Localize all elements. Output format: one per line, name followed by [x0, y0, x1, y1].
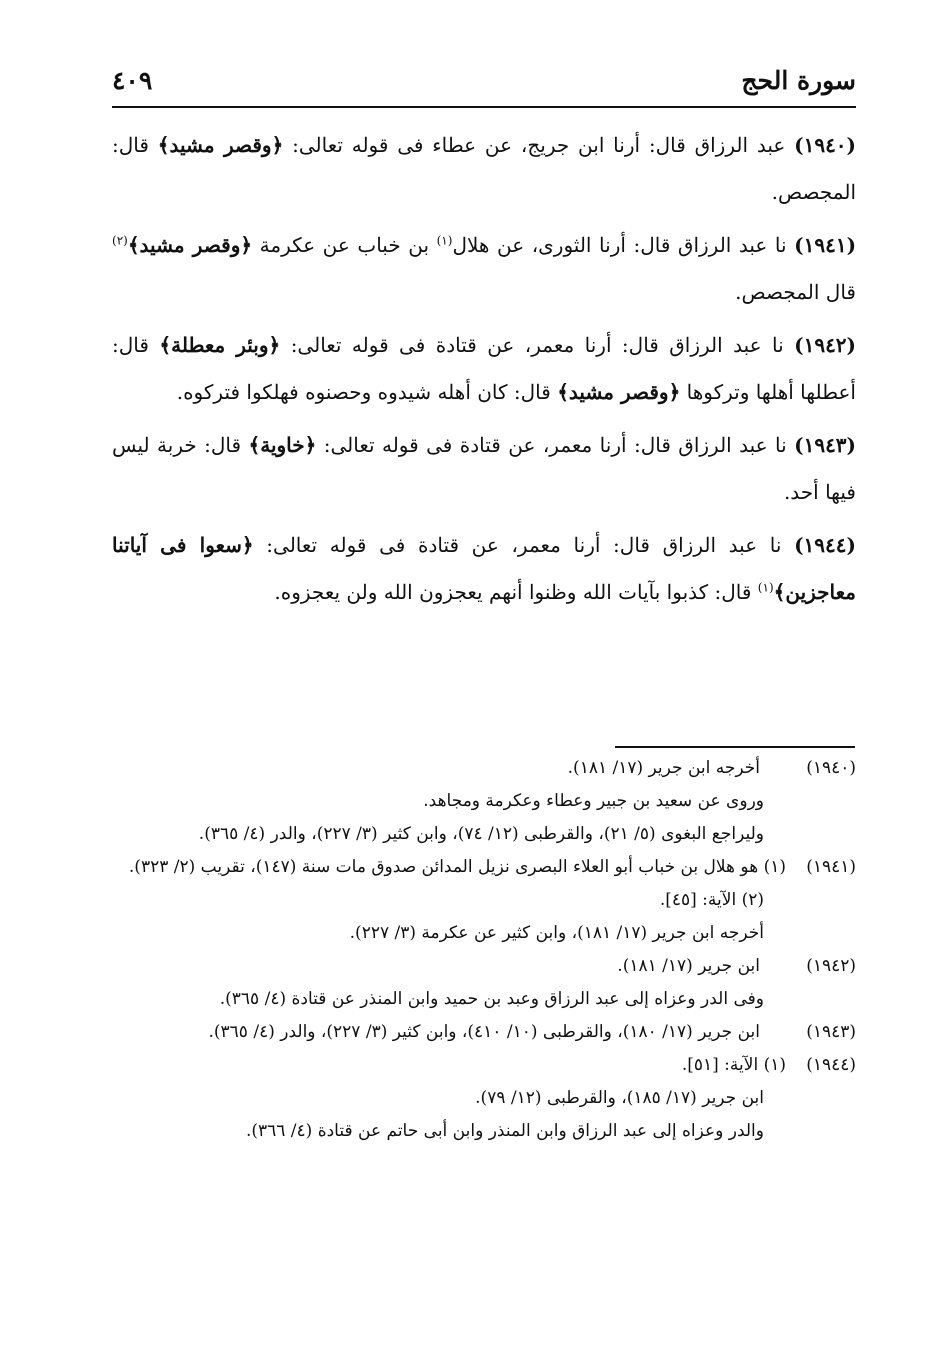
running-header: [112, 66, 856, 102]
footnote-line: أخرجه ابن جرير (١٧/ ١٨١).: [567, 758, 760, 778]
page-number: ٤٠٩: [112, 66, 153, 95]
footnotes: [112, 752, 856, 1148]
entry-text: نا عبد الرزاق قال: أرنا معمر، عن قتادة فى قوله تعالى:: [290, 333, 784, 357]
footnote-line: (١) هو هلال بن خباب أبو العلاء البصرى نزيل المدائن صدوق مات سنة (١٤٧)، تقريب (٢/ ٣٢٣).: [128, 857, 786, 877]
footnote-1940: [112, 752, 856, 785]
quran-verse: ﴿وقصر مشيد﴾: [557, 380, 681, 404]
footnote-line: ابن جرير (١٧/ ١٨١).: [617, 956, 760, 976]
footnote-line: وليراجع البغوى (٥/ ٢١)، والقرطبى (١٢/ ٧٤)، وابن كثير (٣/ ٢٢٧)، والدر (٤/ ٣٦٥).: [198, 824, 764, 844]
footnote-ref: (٢): [112, 233, 128, 248]
footnote-id: (١٩٤٣): [806, 1022, 856, 1042]
entry-text: قال: المجصص.: [112, 133, 856, 204]
entry-number: (١٩٤٢): [794, 333, 857, 357]
quran-verse: ﴿وبئر معطلة﴾: [159, 333, 281, 357]
footnote-id: (١٩٤١): [806, 857, 856, 877]
entry-text: نا عبد الرزاق قال: أرنا الثورى، عن هلال: [452, 233, 787, 257]
entry-text: نا عبد الرزاق قال: أرنا معمر، عن قتادة فى قوله تعالى:: [323, 433, 787, 457]
surah-title: سورة الحج: [741, 66, 856, 95]
hadith-1944: [112, 522, 856, 616]
entry-number: (١٩٤٤): [794, 533, 856, 557]
entry-text: قال: أعطلها أهلها وتركوها: [112, 333, 856, 404]
footnote-line: ابن جرير (١٧/ ١٨٠)، والقرطبى (١٠/ ٤١٠)، وابن كثير (٣/ ٢٢٧)، والدر (٤/ ٣٦٥).: [208, 1022, 760, 1042]
footnote-line: أخرجه ابن جرير (١٧/ ١٨١)، وابن كثير عن عكرمة (٣/ ٢٢٧).: [349, 923, 764, 943]
footnote-id: (١٩٤٢): [806, 956, 856, 976]
footnote-line: ابن جرير (١٧/ ١٨٥)، والقرطبى (١٢/ ٧٩).: [475, 1088, 764, 1108]
header-divider: [112, 106, 856, 108]
entry-text: بن خباب عن عكرمة: [259, 233, 430, 257]
quran-verse: ﴿وقصر مشيد﴾: [157, 133, 284, 157]
entry-text: قال: كذبوا بآيات الله وظنوا أنهم يعجزون الله ولن يعجزوه.: [274, 580, 752, 604]
entry-text: قال المجصص.: [735, 280, 856, 304]
entry-number: (١٩٤٠): [794, 133, 857, 157]
hadith-1943: [112, 422, 856, 516]
footnote-1944: [112, 1049, 856, 1082]
entry-text: نا عبد الرزاق قال: أرنا معمر، عن قتادة فى قوله تعالى:: [266, 533, 782, 557]
hadith-1941: [112, 222, 856, 316]
entry-text: قال: كان أهله شيدوه وحصنوه فهلكوا فتركوه.: [176, 380, 551, 404]
entry-text: قال: خربة ليس فيها أحد.: [112, 433, 856, 504]
footnote-line: وروى عن سعيد بن جبير وعطاء وعكرمة ومجاهد.: [423, 791, 764, 811]
hadith-1942: [112, 322, 856, 416]
footnote-id: (١٩٤٤): [806, 1055, 856, 1075]
quran-verse: ﴿وقصر مشيد﴾: [127, 233, 253, 257]
footnote-id: (١٩٤٠): [806, 758, 856, 778]
entry-number: (١٩٤٣): [794, 433, 857, 457]
footnote-line: (٢) الآية: [٤٥].: [659, 890, 764, 910]
footnote-ref: (١): [436, 233, 453, 248]
footnote-line: (١) الآية: [٥١].: [681, 1055, 786, 1075]
main-text: [112, 122, 856, 622]
footnote-1943: [112, 1016, 856, 1049]
footnote-line: وفى الدر وعزاه إلى عبد الرزاق وعبد بن حميد وابن المنذر عن قتادة (٤/ ٣٦٥).: [219, 989, 764, 1009]
footnote-1941: [112, 851, 856, 884]
hadith-1940: [112, 122, 856, 216]
footnote-1942: [112, 950, 856, 983]
quran-verse: ﴿سعوا فى آياتنا معاجزين﴾: [112, 533, 856, 604]
footnote-line: والدر وعزاه إلى عبد الرزاق وابن المنذر وابن أبى حاتم عن قتادة (٤/ ٣٦٦).: [245, 1121, 764, 1141]
entry-text: عبد الرزاق قال: أرنا ابن جريج، عن عطاء فى قوله تعالى:: [292, 133, 786, 157]
footnote-ref: (١): [757, 580, 774, 595]
quran-verse: ﴿خاوية﴾: [248, 433, 317, 457]
entry-number: (١٩٤١): [794, 233, 857, 257]
footnote-divider: [615, 746, 855, 748]
